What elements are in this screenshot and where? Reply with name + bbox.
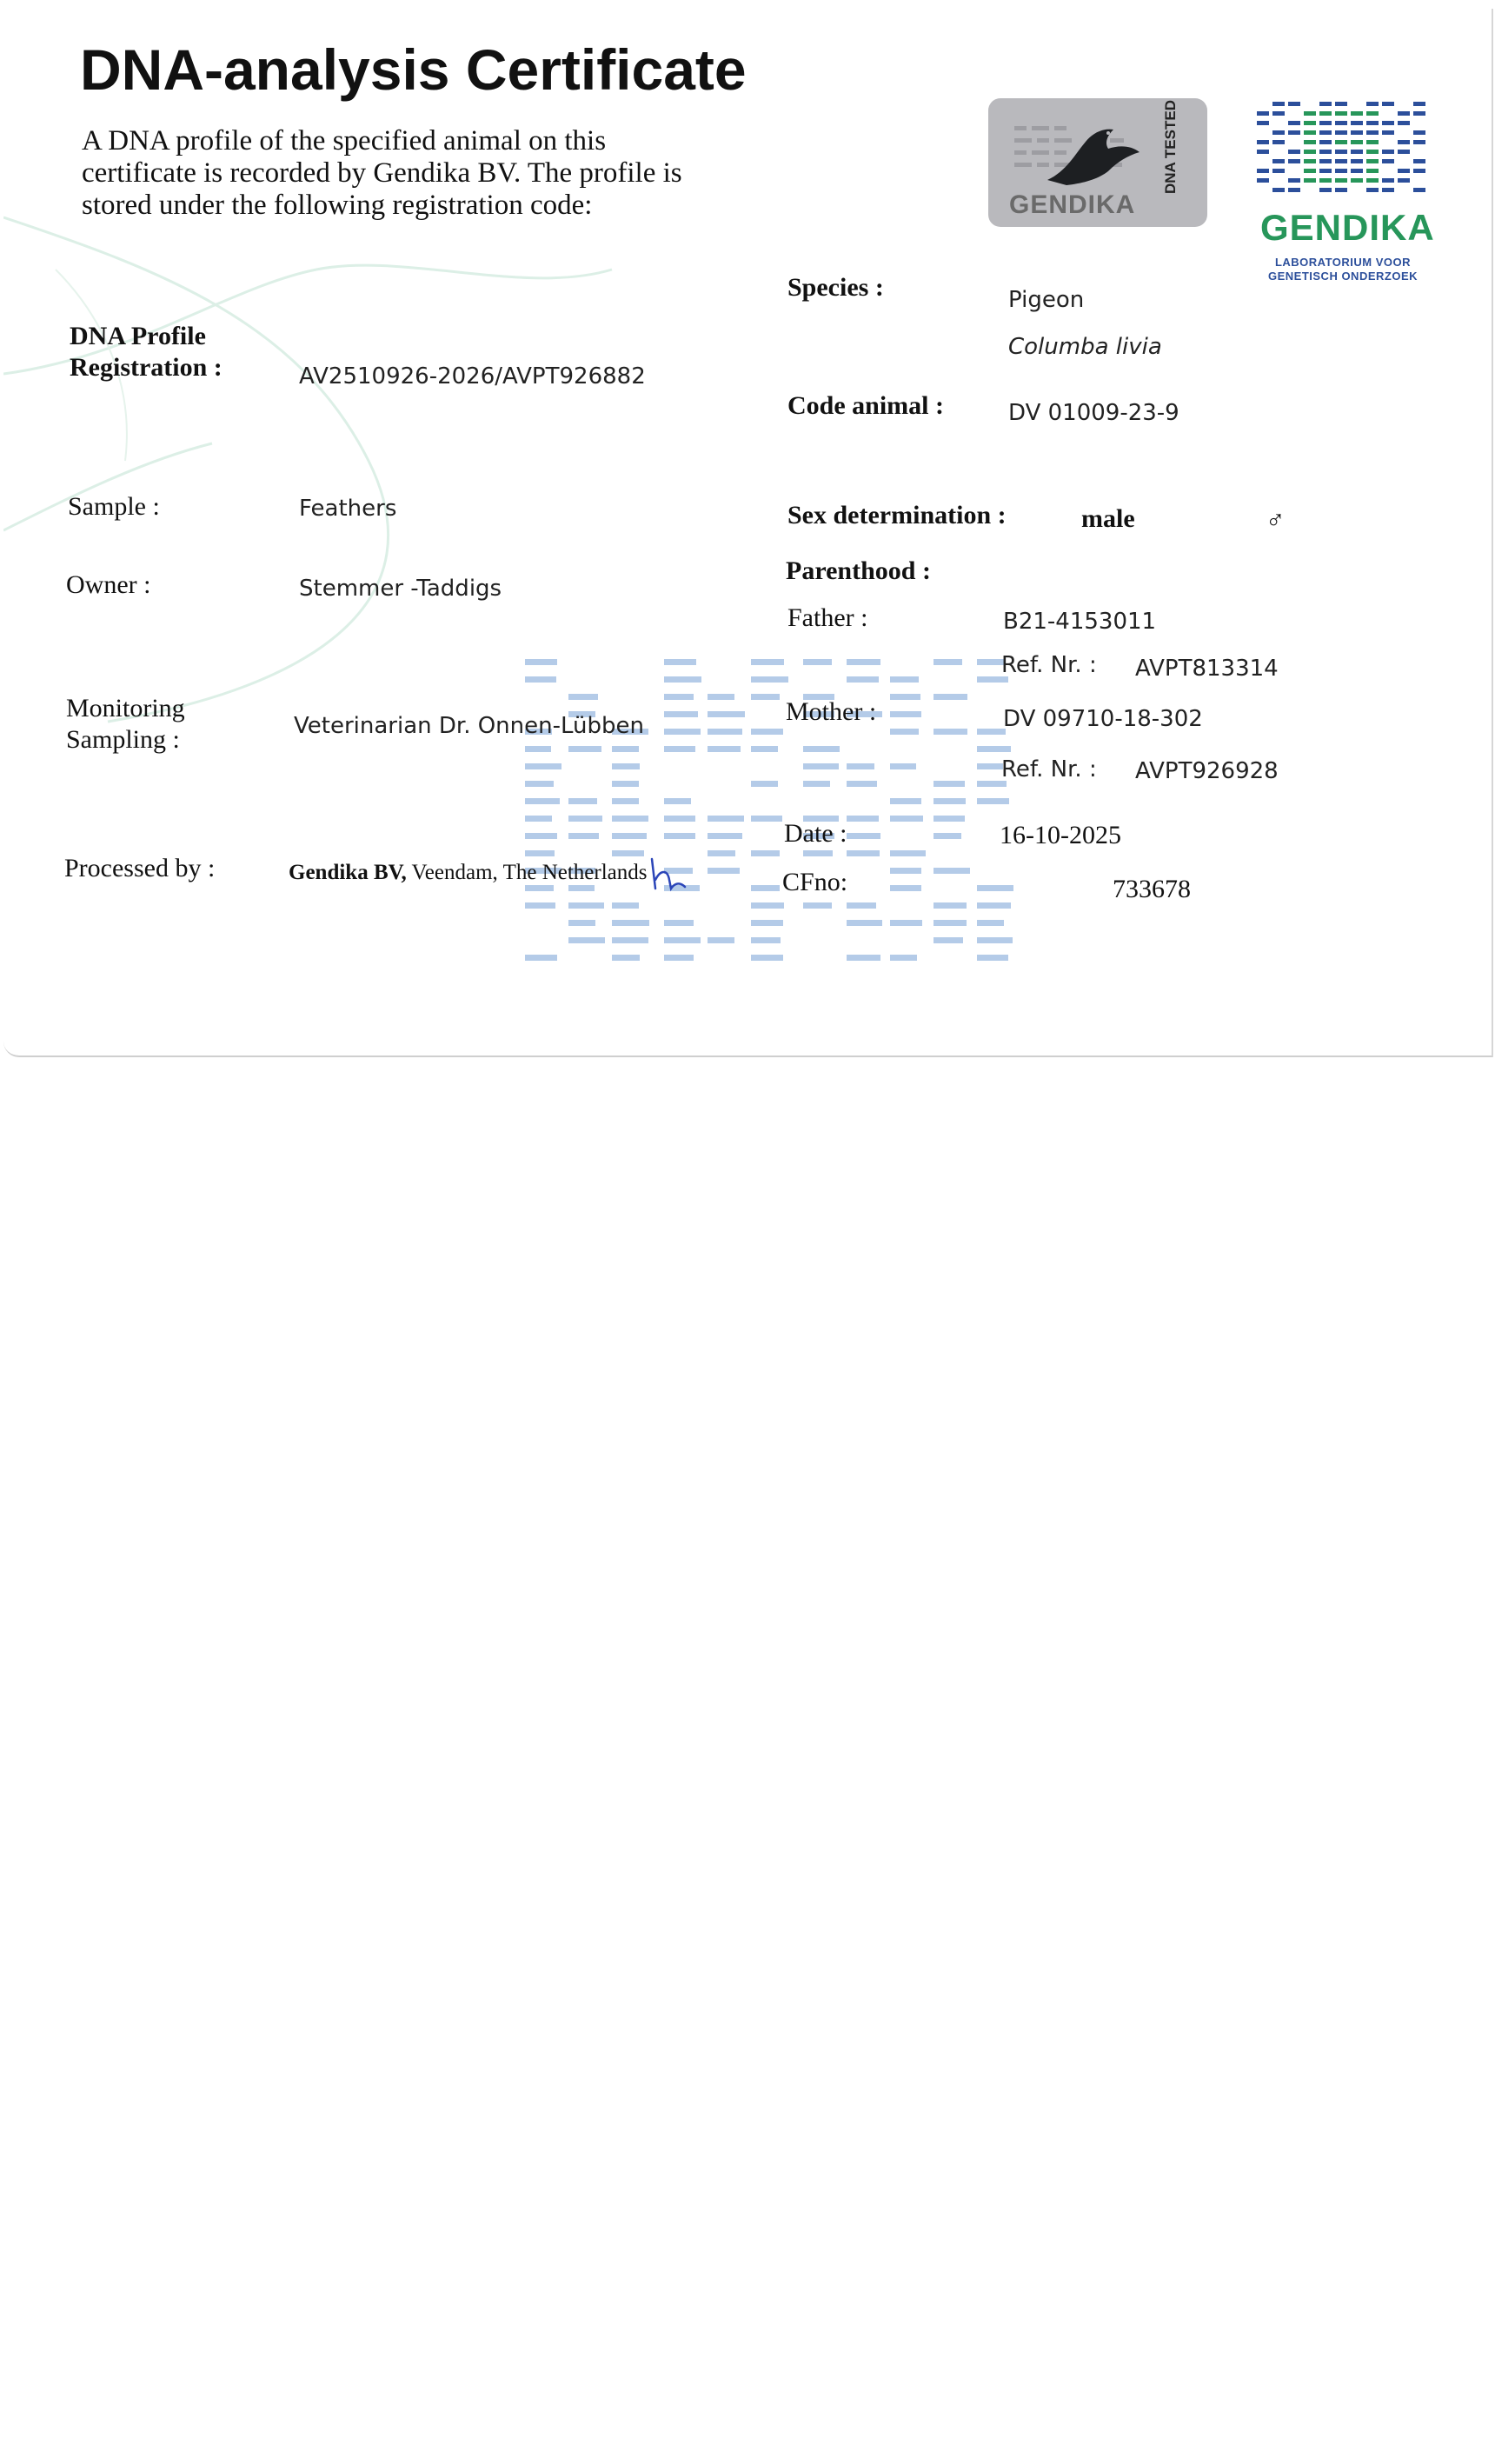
gendika-watermark	[490, 652, 1046, 974]
father-ref-value: AVPT813314	[1135, 656, 1279, 682]
male-symbol-icon: ♂	[1266, 506, 1286, 535]
sex-value: male	[1081, 504, 1135, 533]
logo-name: GENDIKA	[1260, 207, 1435, 248]
registration-value: AV2510926-2026/AVPT926882	[299, 363, 646, 390]
date-label: Date :	[784, 819, 847, 848]
sample-value: Feathers	[299, 496, 397, 522]
intro-text: A DNA profile of the specified animal on this certificate is recorded by Gendika BV. The profile is stored under the following registration code:	[82, 125, 682, 221]
sample-label: Sample :	[68, 492, 160, 521]
species-label: Species :	[787, 273, 884, 302]
registration-label-line2: Registration :	[70, 353, 223, 382]
father-value: B21-4153011	[1003, 609, 1157, 635]
processed-company: Gendika BV,	[289, 861, 407, 884]
owner-label: Owner :	[66, 570, 151, 599]
processed-location: Veendam, The Netherlands	[406, 861, 648, 884]
monitoring-label-line2: Sampling :	[66, 725, 180, 754]
handwritten-initial	[647, 854, 690, 897]
registration-label-line1: DNA Profile	[70, 322, 206, 350]
logo-subtitle: LABORATORIUM VOOR GENETISCH ONDERZOEK	[1267, 256, 1418, 283]
mother-label: Mother :	[786, 697, 877, 726]
mother-ref-value: AVPT926928	[1135, 758, 1279, 784]
owner-value: Stemmer -Taddigs	[299, 576, 502, 602]
page-title: DNA-analysis Certificate	[80, 37, 747, 102]
dna-tested-seal	[988, 98, 1207, 227]
code-animal-value: DV 01009-23-9	[1008, 400, 1179, 426]
species-latin: Columba livia	[1008, 334, 1162, 360]
processed-label: Processed by :	[64, 854, 216, 882]
seal-name: GENDIKA	[1009, 190, 1136, 219]
monitoring-value: Veterinarian Dr. Onnen-Lübben	[294, 713, 644, 739]
sex-label: Sex determination :	[787, 501, 1007, 529]
species-common: Pigeon	[1008, 287, 1085, 313]
mother-value: DV 09710-18-302	[1003, 706, 1203, 732]
code-animal-label: Code animal :	[787, 391, 944, 420]
processed-value	[289, 861, 648, 885]
seal-side-text: DNA TESTED	[1162, 100, 1179, 194]
father-ref-label: Ref. Nr. :	[1001, 652, 1097, 678]
monitoring-label-line1: Monitoring	[66, 694, 185, 723]
father-label: Father :	[787, 603, 868, 632]
certificate-card	[3, 9, 1493, 1057]
pigeon-icon	[1040, 119, 1145, 197]
cfno-value: 733678	[1113, 875, 1191, 903]
mother-ref-label: Ref. Nr. :	[1001, 756, 1097, 782]
parenthood-label: Parenthood :	[786, 556, 931, 585]
cfno-label: CFno:	[782, 868, 848, 896]
date-value: 16-10-2025	[1000, 821, 1121, 849]
gendika-logo-mark	[1252, 98, 1434, 203]
